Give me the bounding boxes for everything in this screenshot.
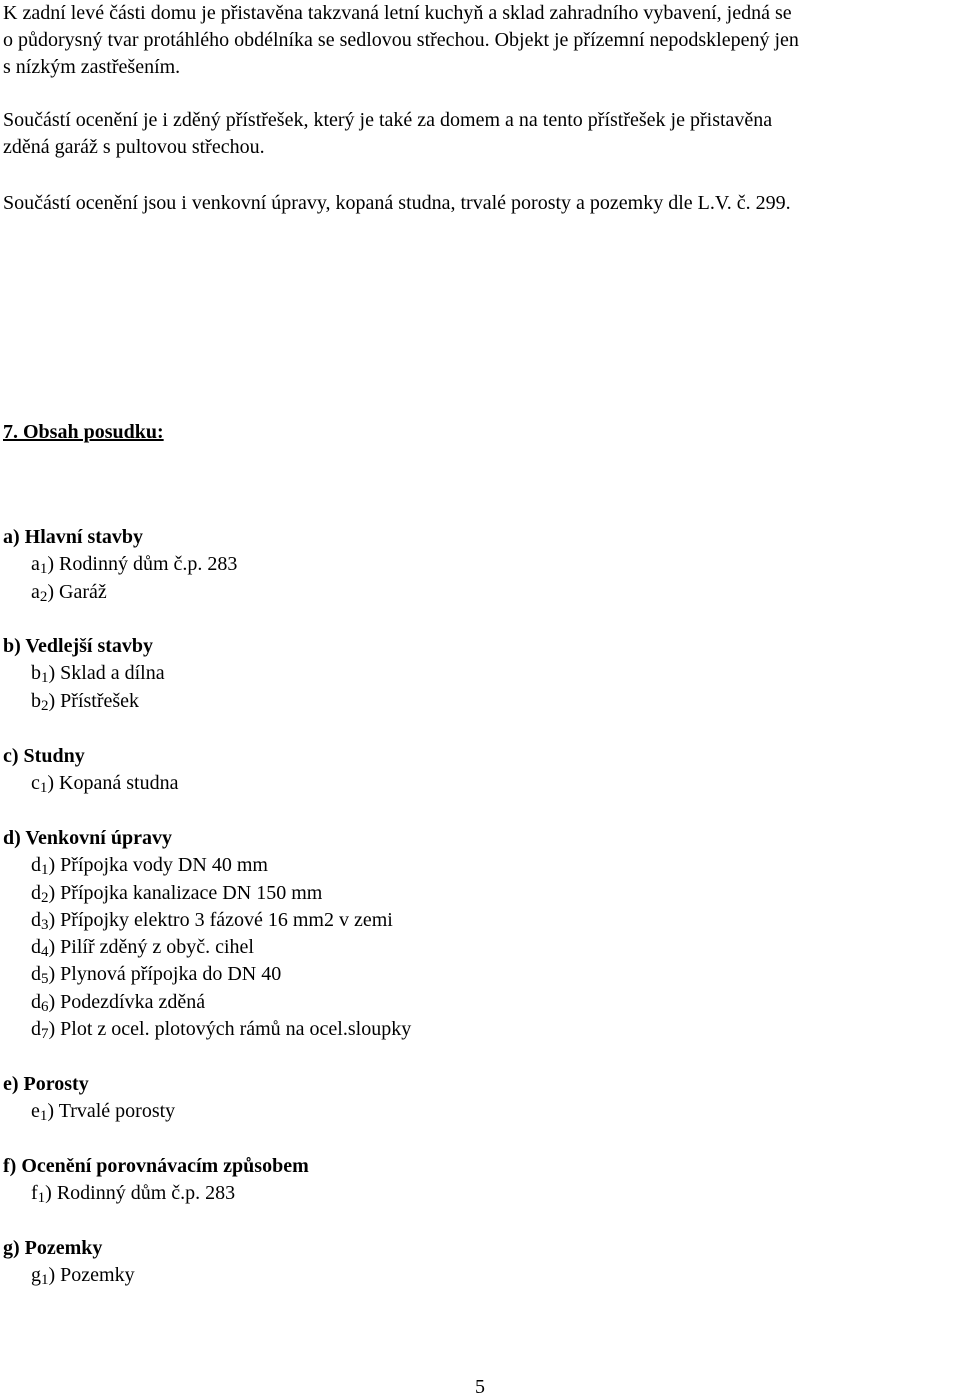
item-subscript: 1 xyxy=(41,670,49,687)
contents-section xyxy=(3,1153,703,1208)
item-prefix: d xyxy=(31,963,41,986)
list-item xyxy=(3,1016,703,1043)
section-title: e) Porosty xyxy=(3,1073,89,1095)
list-item xyxy=(3,989,703,1016)
paragraph-line: o půdorysný tvar protáhlého obdélníka se sedlovou střechou. Objekt je přízemní nepodsklepený jen xyxy=(3,29,799,51)
item-subscript: 2 xyxy=(41,889,49,906)
item-subscript: 5 xyxy=(41,971,49,988)
list-item xyxy=(3,934,703,961)
item-text: ) Garáž xyxy=(47,580,107,603)
contents-section xyxy=(3,633,703,715)
paragraph-shelter-garage xyxy=(3,107,958,161)
list-item xyxy=(3,1180,703,1207)
item-subscript: 1 xyxy=(41,862,49,879)
paragraph-summer-kitchen xyxy=(3,0,958,81)
paragraph-line: zděná garáž s pultovou střechou. xyxy=(3,136,265,158)
list-item xyxy=(3,1262,703,1289)
section-title: d) Venkovní úpravy xyxy=(3,827,172,849)
item-prefix: d xyxy=(31,881,41,904)
item-prefix: a xyxy=(31,553,40,576)
list-item xyxy=(3,961,703,988)
item-text: ) Přípojka kanalizace DN 150 mm xyxy=(48,881,323,904)
item-prefix: f xyxy=(31,1182,38,1205)
list-item xyxy=(3,1098,703,1125)
item-prefix: e xyxy=(31,1100,40,1123)
item-text: ) Kopaná studna xyxy=(47,772,179,795)
item-text: ) Pozemky xyxy=(48,1264,135,1287)
contents-section xyxy=(3,825,703,1043)
list-item xyxy=(3,688,703,715)
section-title: c) Studny xyxy=(3,745,85,767)
item-text: ) Rodinný dům č.p. 283 xyxy=(45,1182,236,1205)
list-item xyxy=(3,660,703,687)
contents-section xyxy=(3,743,703,798)
item-prefix: d xyxy=(31,908,41,931)
item-text: ) Podezdívka zděná xyxy=(48,990,206,1013)
item-text: ) Rodinný dům č.p. 283 xyxy=(47,553,238,576)
list-item xyxy=(3,551,703,578)
item-text: ) Pilíř zděný z obyč. cihel xyxy=(48,936,254,959)
item-text: ) Plynová přípojka do DN 40 xyxy=(48,963,282,986)
item-subscript: 1 xyxy=(39,561,48,578)
paragraph-line: K zadní levé části domu je přistavěna takzvaná letní kuchyň a sklad zahradního vybavení, jedná se xyxy=(3,2,792,24)
section-title: b) Vedlejší stavby xyxy=(3,635,154,657)
section-title: a) Hlavní stavby xyxy=(3,526,144,548)
section-heading: 7. Obsah posudku: xyxy=(3,421,164,443)
paragraph-line: Součástí ocenění jsou i venkovní úpravy, kopaná studna, trvalé porosty a pozemky dle L.V. č. 299. xyxy=(3,192,791,214)
list-item xyxy=(3,579,703,606)
item-subscript: 3 xyxy=(41,916,49,933)
item-text: ) Přípojky elektro 3 fázové 16 mm2 v zemi xyxy=(48,908,393,931)
contents-section xyxy=(3,1235,703,1290)
list-item xyxy=(3,907,703,934)
page-number xyxy=(0,1375,960,1399)
item-prefix: c xyxy=(31,772,40,795)
paragraph-outdoor-works xyxy=(3,190,958,217)
item-prefix: g xyxy=(31,1264,41,1287)
item-subscript: 2 xyxy=(39,588,48,605)
item-subscript: 1 xyxy=(37,1190,46,1207)
item-prefix: d xyxy=(31,990,41,1013)
item-subscript: 1 xyxy=(41,1272,49,1289)
section-title: f) Ocenění porovnávacím způsobem xyxy=(3,1155,309,1177)
list-item xyxy=(3,852,703,879)
item-subscript: 2 xyxy=(41,697,49,714)
item-subscript: 4 xyxy=(41,944,49,961)
item-prefix: b xyxy=(31,689,41,712)
item-subscript: 1 xyxy=(39,1108,48,1125)
item-text: ) Přípojka vody DN 40 mm xyxy=(48,854,268,877)
item-prefix: d xyxy=(31,936,41,959)
page-number-text: 5 xyxy=(475,1376,485,1398)
contents-section xyxy=(3,1071,703,1126)
item-prefix: d xyxy=(31,1018,41,1041)
item-text: ) Trvalé porosty xyxy=(47,1100,176,1123)
list-item xyxy=(3,880,703,907)
item-prefix: a xyxy=(31,580,40,603)
item-subscript: 6 xyxy=(41,998,49,1015)
item-subscript: 1 xyxy=(39,780,48,797)
item-text: ) Plot z ocel. plotových rámů na ocel.sloupky xyxy=(48,1018,412,1041)
paragraph-line: Součástí ocenění je i zděný přístřešek, který je také za domem a na tento přístřešek je přistavěna xyxy=(3,109,773,131)
item-subscript: 7 xyxy=(41,1026,49,1043)
section-title: g) Pozemky xyxy=(3,1237,103,1259)
item-text: ) Přístřešek xyxy=(48,689,140,712)
list-item xyxy=(3,770,703,797)
paragraph-line: s nízkým zastřešením. xyxy=(3,56,181,78)
contents-section xyxy=(3,524,703,606)
item-prefix: d xyxy=(31,854,41,877)
item-prefix: b xyxy=(31,662,41,685)
item-text: ) Sklad a dílna xyxy=(48,662,165,685)
